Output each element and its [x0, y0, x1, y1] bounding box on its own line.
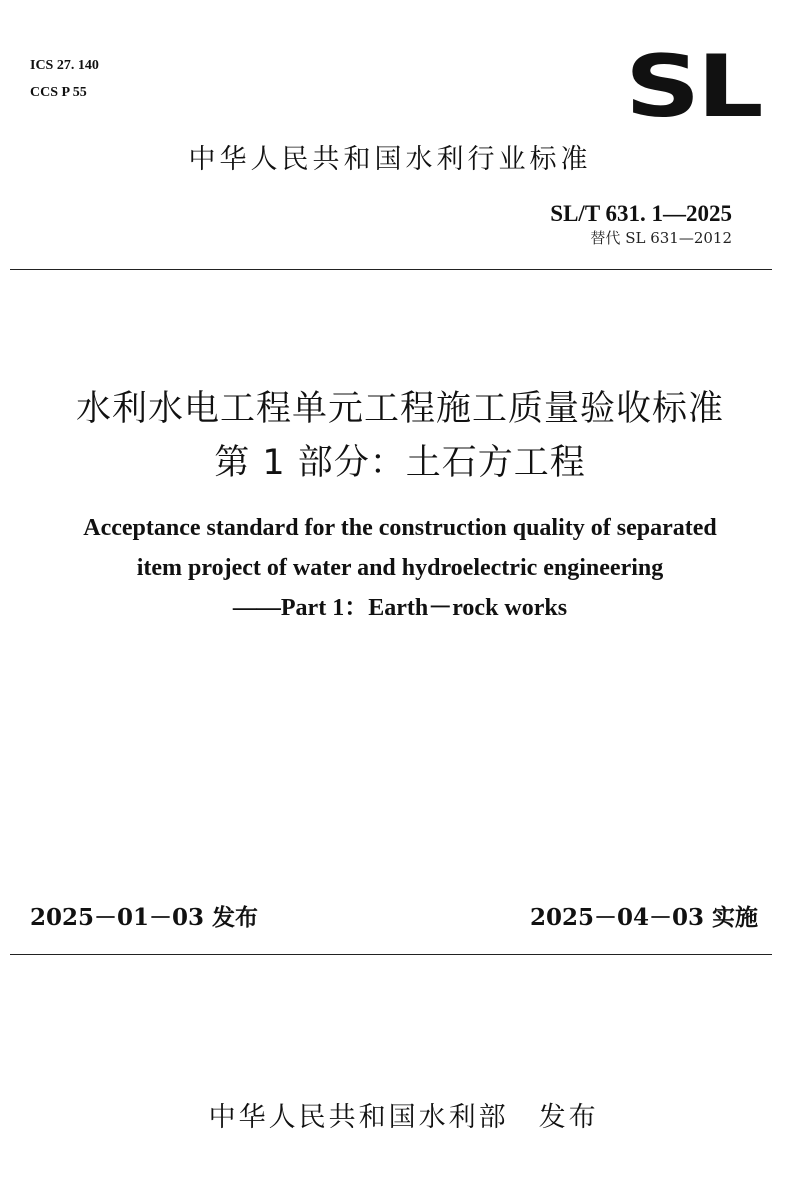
- ics-code: ICS 27. 140: [30, 58, 99, 73]
- english-title-line-1: Acceptance standard for the construction quality of separated: [83, 515, 717, 541]
- english-title-line-2: item project of water and hydroelectric engineering: [136, 555, 664, 581]
- publisher-line: [0, 1058, 800, 1138]
- implementation-date: 2025－04－03 实施: [529, 904, 758, 931]
- standard-number-block: [550, 200, 732, 248]
- replaces-standard: 替代 SL 631—2012: [590, 229, 732, 247]
- top-divider: [10, 269, 772, 270]
- publisher-text: 中华人民共和国水利部 发布: [208, 1102, 599, 1133]
- english-title-line-3: ——Part 1：Earth－rock works: [232, 595, 568, 621]
- industry-standard-text: 中华人民共和国水利行业标准: [188, 144, 592, 175]
- issue-date: 2025－01－03 发布: [30, 904, 259, 931]
- chinese-title-line-1: 水利水电工程单元工程施工质量验收标准: [75, 389, 724, 429]
- ccs-code: CCS P 55: [30, 85, 87, 100]
- standard-number: SL/T 631. 1—2025: [550, 201, 732, 226]
- sl-logo: SL: [624, 37, 760, 137]
- classification-codes: [30, 52, 99, 106]
- chinese-title-line-2: 第 1 部分：土石方工程: [214, 443, 586, 483]
- bottom-divider: [10, 954, 772, 955]
- industry-standard-heading: [0, 142, 800, 178]
